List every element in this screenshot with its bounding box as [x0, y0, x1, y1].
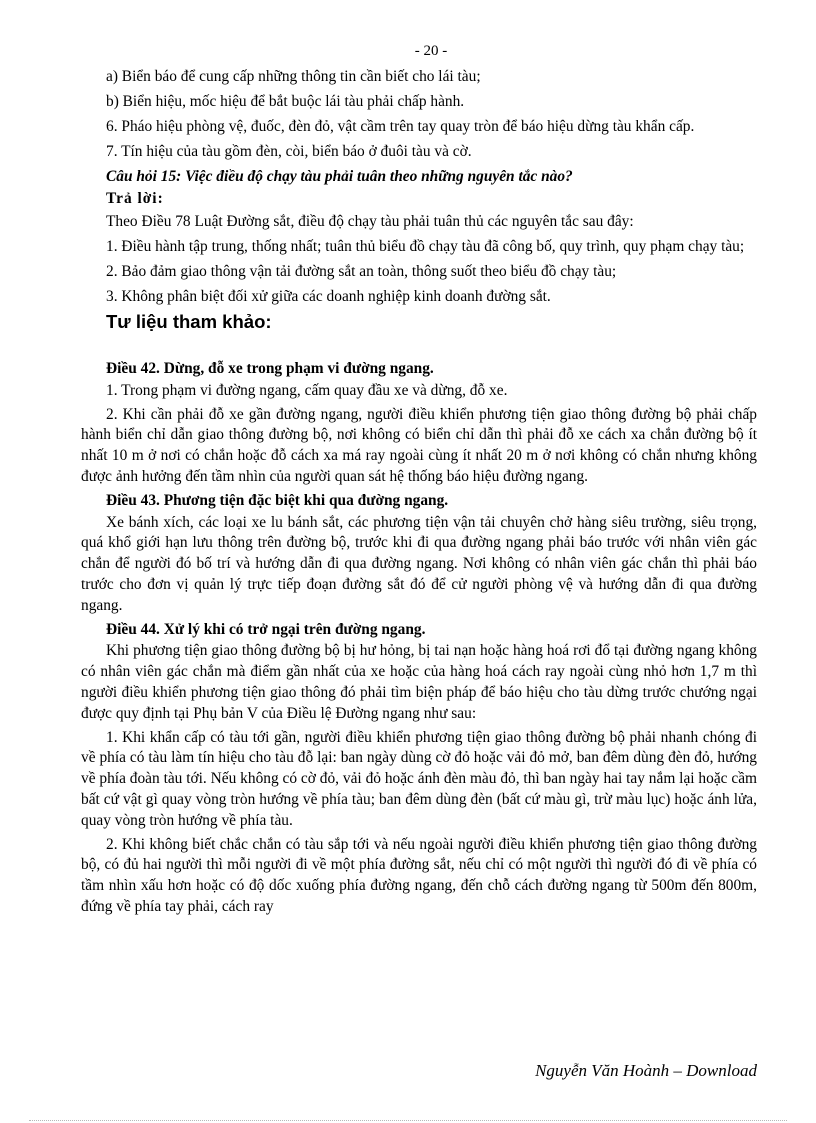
paragraph: 6. Pháo hiệu phòng vệ, đuốc, đèn đỏ, vật cầm trên tay quay tròn để báo hiệu dừng tàu khẩn cấp.	[106, 118, 695, 135]
paragraph: 1. Điều hành tập trung, thống nhất; tuân thủ biểu đồ chạy tàu đã công bố, quy trình, quy phạm chạy tàu;	[106, 238, 745, 255]
paragraph: Xe bánh xích, các loại xe lu bánh sắt, các phương tiện vận tải chuyên chở hàng siêu trường, siêu trọng, quá khổ giới hạn lưu thông trên đường bộ, trước khi đi qua đường ngang phải báo trước với nhân viên gác chắn để người đó bố trí và hướng dẫn đi qua đường ngang. Nơi không có nhân viên gác chắn thì phải báo trước cho đơn vị quản lý trực tiếp đoạn đường sắt đó để cử người phòng vệ và hướng dẫn đi qua đường ngang.	[81, 513, 757, 614]
reference-heading: Tư liệu tham khảo:	[106, 311, 272, 332]
paragraph: 1. Khi khẩn cấp có tàu tới gần, người điều khiển phương tiện giao thông đường bộ phải nhanh chóng đi về phía có tàu làm tín hiệu cho tàu đỗ lại: ban ngày dùng cờ đỏ hoặc vải đỏ mở, ban đêm dùng đèn đỏ, hướng về phía đoàn tàu tới. Nếu không có cờ đỏ, vải đỏ hoặc ánh đèn màu đỏ, thì ban ngày hai tay nắm lại hoặc cầm bất cứ vật gì quay vòng tròn hướng về phía tàu; ban đêm dùng đèn (bất cứ màu gì, trừ màu lục) hoặc ánh lửa, quay vòng tròn hướng về phía tàu.	[81, 728, 757, 829]
page-number: - 20 -	[414, 43, 448, 59]
paragraph: 7. Tín hiệu của tàu gồm đèn, còi, biển báo ở đuôi tàu và cờ.	[106, 143, 472, 160]
article-43	[81, 491, 757, 617]
page-bottom-divider	[29, 1120, 787, 1121]
paragraph: 3. Không phân biệt đối xử giữa các doanh nghiệp kinh doanh đường sắt.	[106, 288, 551, 305]
paragraph: Theo Điều 78 Luật Đường sắt, điều độ chạy tàu phải tuân thủ các nguyên tắc sau đây:	[106, 213, 634, 230]
article-title: Điều 43. Phương tiện đặc biệt khi qua đường ngang.	[106, 491, 449, 509]
paragraph: b) Biển hiệu, mốc hiệu để bắt buộc lái tàu phải chấp hành.	[106, 93, 465, 110]
paragraph: 1. Trong phạm vi đường ngang, cấm quay đầu xe và dừng, đỗ xe.	[106, 381, 508, 399]
paragraph: 2. Bảo đảm giao thông vận tải đường sắt an toàn, thông suốt theo biểu đồ chạy tàu;	[106, 263, 617, 280]
article-42	[81, 359, 757, 488]
article-title: Điều 44. Xử lý khi có trở ngại trên đường ngang.	[106, 620, 426, 638]
question-heading: Câu hỏi 15: Việc điều độ chạy tàu phải tuân theo những nguyên tắc nào?	[106, 168, 573, 185]
paragraph: a) Biển báo để cung cấp những thông tin cần biết cho lái tàu;	[106, 68, 481, 85]
paragraph: Khi phương tiện giao thông đường bộ bị hư hỏng, bị tai nạn hoặc hàng hoá rơi đổ tại đường ngang không có nhân viên gác chắn mà điểm gần nhất của xe hoặc của hàng hoá cách ray ngoài cùng nhỏ hơn 1,7 m thì người điều khiển phương tiện giao thông đó phải tìm biện pháp để báo hiệu cho tàu dừng trước chướng ngại được quy định tại Phụ bản V của Điều lệ Đường ngang như sau:	[81, 642, 757, 722]
footer-credit: Nguyễn Văn Hoành – Download	[535, 1061, 757, 1080]
article-44	[81, 620, 757, 918]
paragraph: 2. Khi cần phải đỗ xe gần đường ngang, người điều khiển phương tiện giao thông đường bộ phải chấp hành biển chỉ dẫn giao thông đường bộ, nơi không có biển chỉ dẫn thì phải đỗ xe cách xa chắn đường bộ ít nhất 10 m ở nơi có chắn hoặc đỗ cách xa má ray ngoài cùng ít nhất 20 m ở nơi không có chắn nhưng không được ảnh hưởng đến tầm nhìn của người quan sát hệ thống báo hiệu đường ngang.	[81, 405, 757, 485]
document-page	[81, 42, 757, 921]
answer-label: Trả lời:	[106, 190, 164, 207]
article-title: Điều 42. Dừng, đỗ xe trong phạm vi đường ngang.	[106, 360, 434, 377]
paragraph: 2. Khi không biết chắc chắn có tàu sắp tới và nếu ngoài người điều khiển phương tiện giao thông đường bộ, có đủ hai người thì mỗi người đi về một phía đường sắt, nếu chỉ có một người thì người đó đi về phía có tầm nhìn xấu hơn hoặc có độ dốc xuống phía đường ngang, đến chỗ cách đường ngang từ 500m đến 800m, đứng về phía tay phải, cách ray	[81, 835, 757, 915]
